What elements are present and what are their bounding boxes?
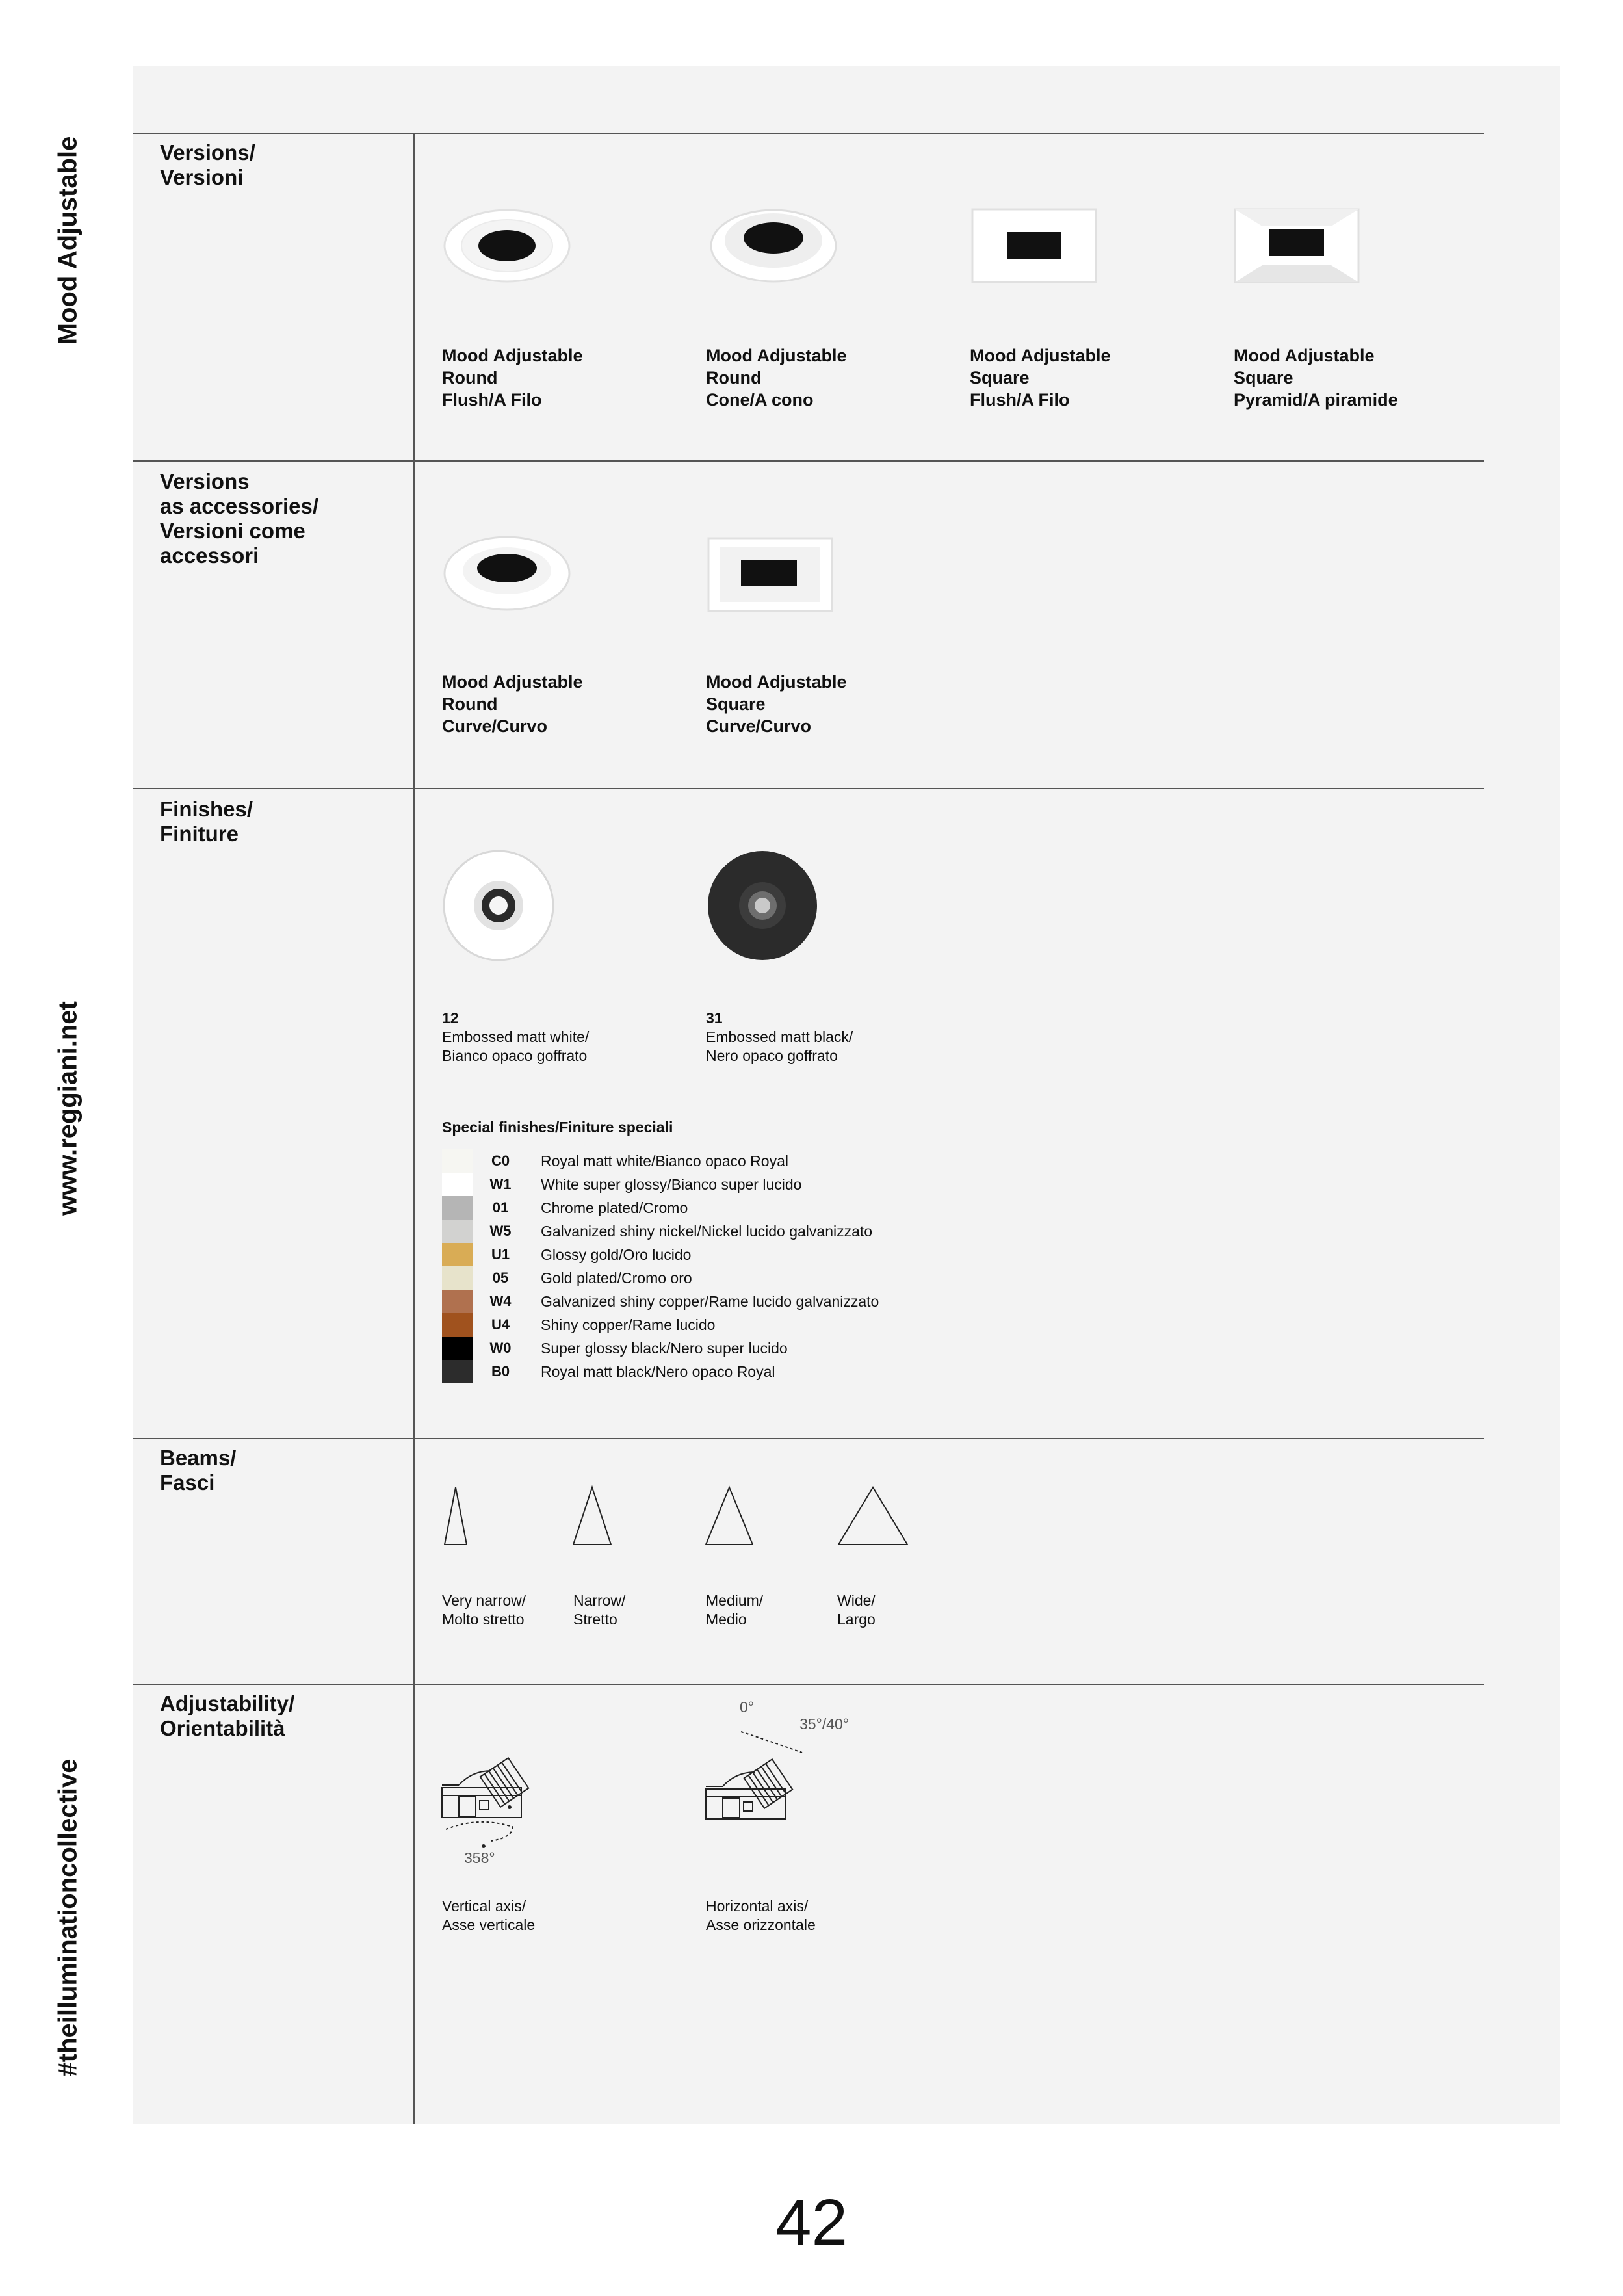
sidebar-website[interactable]: www.reggiani.net — [53, 1001, 83, 1216]
beam-label: Wide/ Largo — [837, 1592, 876, 1628]
wide-beam-icon — [835, 1485, 911, 1547]
special-finish-row: B0 Royal matt black/Nero opaco Royal — [442, 1360, 1027, 1383]
beam-label: Very narrow/ Molto stretto — [442, 1592, 526, 1628]
accessory-label: Mood Adjustable Round Curve/Curvo — [442, 672, 583, 736]
divider — [133, 1684, 1484, 1685]
beam-label: Medium/ Medio — [706, 1592, 764, 1628]
section-title-accessories: Versions as accessories/ Versioni come accessori — [160, 469, 319, 567]
horizontal-angle-range: 35°/40° — [799, 1715, 849, 1732]
divider — [133, 460, 1484, 462]
finish-label: 12 Embossed matt white/ Bianco opaco goffrato — [442, 1010, 590, 1064]
color-swatch — [442, 1266, 473, 1290]
version-label: Mood Adjustable Round Flush/A Filo — [442, 346, 583, 410]
special-finish-row: 01 Chrome plated/Cromo — [442, 1196, 1027, 1220]
adjustability-label: Horizontal axis/ Asse orizzontale — [706, 1898, 816, 1933]
accessory-label: Mood Adjustable Square Curve/Curvo — [706, 672, 847, 736]
special-finish-row: W0 Super glossy black/Nero super lucido — [442, 1337, 1027, 1360]
medium-beam-icon — [702, 1485, 757, 1547]
special-finish-row: C0 Royal matt white/Bianco opaco Royal — [442, 1149, 1027, 1173]
color-swatch — [442, 1360, 473, 1383]
color-swatch — [442, 1337, 473, 1360]
divider — [133, 788, 1484, 789]
special-finish-row: W1 White super glossy/Bianco super lucido — [442, 1173, 1027, 1196]
vertical-axis-diagram — [439, 1740, 543, 1857]
color-swatch — [442, 1243, 473, 1266]
square-curve-product-image — [707, 537, 833, 612]
round-cone-product-image — [708, 207, 838, 285]
special-finish-row: 05 Gold plated/Cromo oro — [442, 1266, 1027, 1290]
very-narrow-beam-icon — [439, 1485, 472, 1547]
sidebar-hashtag: #theilluminationcollective — [53, 1758, 83, 2077]
color-swatch — [442, 1196, 473, 1220]
narrow-beam-icon — [569, 1485, 615, 1547]
color-swatch — [442, 1149, 473, 1173]
round-flush-product-image — [442, 207, 572, 285]
vertical-rotation-angle: 358° — [464, 1849, 495, 1866]
section-title-finishes: Finishes/ Finiture — [160, 797, 253, 846]
sidebar-product-name: Mood Adjustable — [53, 136, 83, 345]
special-finish-row: U1 Glossy gold/Oro lucido — [442, 1243, 1027, 1266]
section-title-adjustability: Adjustability/ Orientabilità — [160, 1691, 295, 1740]
section-title-beams: Beams/ Fasci — [160, 1446, 237, 1494]
color-swatch — [442, 1173, 473, 1196]
square-pyramid-product-image — [1234, 208, 1360, 283]
special-finish-row: U4 Shiny copper/Rame lucido — [442, 1313, 1027, 1337]
column-divider — [413, 133, 415, 2124]
color-swatch — [442, 1220, 473, 1243]
version-label: Mood Adjustable Square Flush/A Filo — [970, 346, 1111, 410]
beam-label: Narrow/ Stretto — [573, 1592, 626, 1628]
finish-white-swatch-image — [442, 849, 555, 962]
finish-black-swatch-image — [706, 849, 819, 962]
version-label: Mood Adjustable Round Cone/A cono — [706, 346, 847, 410]
square-flush-product-image — [971, 208, 1097, 283]
horizontal-zero-angle: 0° — [740, 1699, 754, 1715]
divider — [133, 133, 1484, 134]
page-number: 42 — [775, 2186, 848, 2259]
divider — [133, 1438, 1484, 1439]
version-label: Mood Adjustable Square Pyramid/A piramide — [1234, 346, 1398, 410]
round-curve-product-image — [442, 534, 572, 612]
special-finishes-title: Special finishes/Finiture speciali — [442, 1119, 673, 1136]
finish-label: 31 Embossed matt black/ Nero opaco goffrato — [706, 1010, 853, 1064]
special-finish-row: W5 Galvanized shiny nickel/Nickel lucido galvanizzato — [442, 1220, 1027, 1243]
color-swatch — [442, 1313, 473, 1337]
adjustability-label: Vertical axis/ Asse verticale — [442, 1898, 536, 1933]
section-title-versions: Versions/ Versioni — [160, 140, 255, 189]
special-finish-row: W4 Galvanized shiny copper/Rame lucido galvanizzato — [442, 1290, 1027, 1313]
color-swatch — [442, 1290, 473, 1313]
